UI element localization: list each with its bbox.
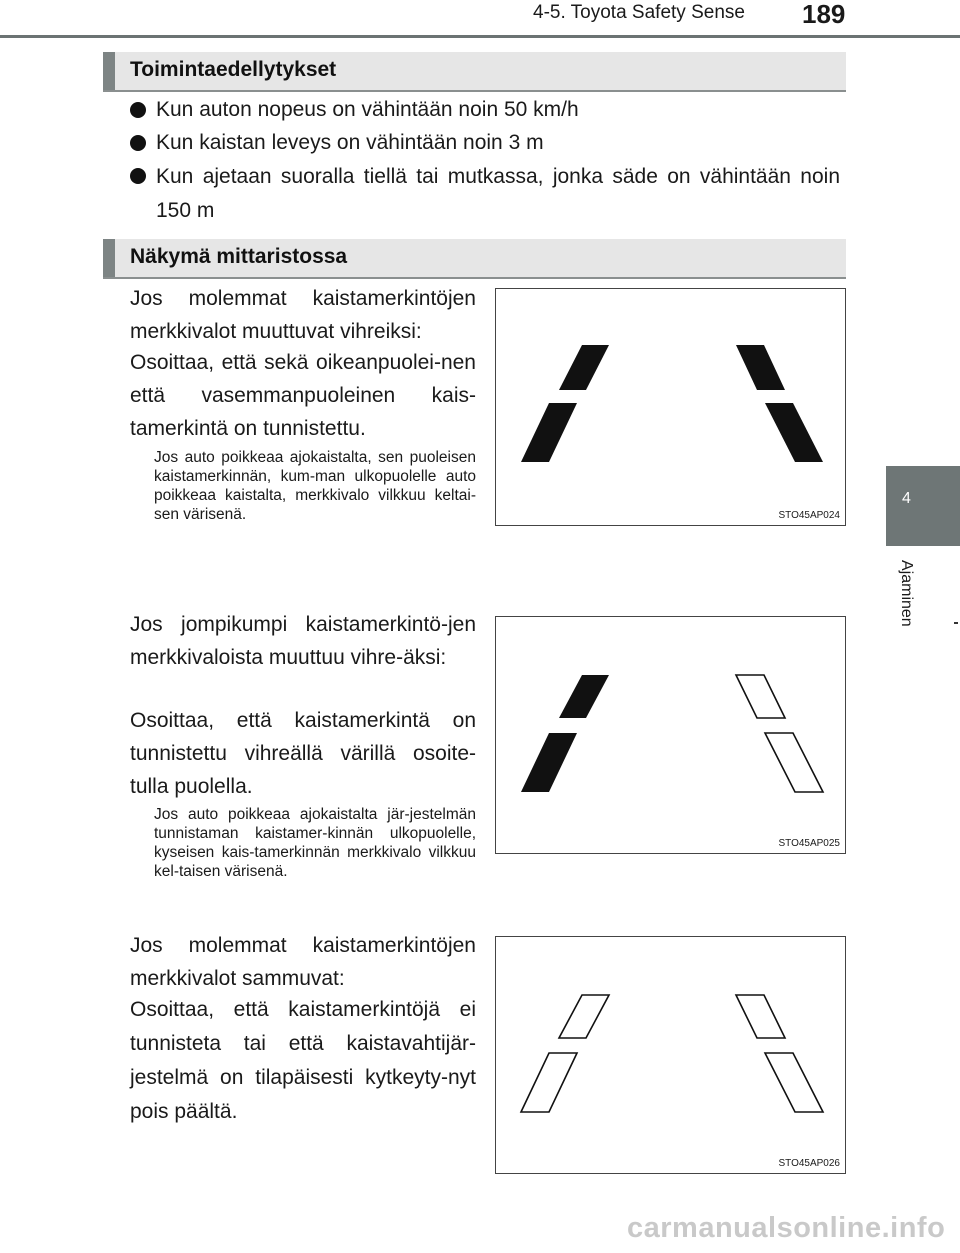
right-lane-marker-lower	[765, 403, 823, 462]
bullet-text: Kun auton nopeus on vähintään noin 50 km/h	[156, 98, 579, 121]
bullet-item	[130, 94, 840, 126]
lane-markers-illustration	[496, 289, 845, 525]
right-lane-marker-lower-outline	[765, 733, 823, 792]
left-lane-marker-lower	[521, 403, 577, 462]
bullet-item	[130, 160, 840, 228]
bullet-icon	[130, 102, 146, 118]
chapter-tick	[954, 622, 958, 624]
item-note: Jos auto poikkeaa ajokaistalta, sen puoleisen kaistamerkinnän, kum-man ulkopuolelle auto poikkeaa kaistalta, merkkivalo vilkkuu keltai-sen värisenä.	[154, 449, 476, 523]
left-lane-marker-upper	[559, 345, 609, 390]
item-description: Osoittaa, että kaistamerkintöjä ei tunnisteta tai että kaistavahtijär-jestelmä on tilapäisesti kytkeyty-nyt pois päältä.	[130, 998, 476, 1123]
item-note: Jos auto poikkeaa ajokaistalta jär-jestelmän tunnistaman kaistamer-kinnän ulkopuolelle, kyseisen kais-tamerkinnän merkkivalo vilkkuu kel-taisen värisenä.	[154, 806, 476, 880]
bullet-icon	[130, 135, 146, 151]
left-lane-marker-lower	[521, 733, 577, 792]
item-heading: Jos molemmat kaistamerkintöjen merkkivalot sammuvat:	[130, 934, 476, 990]
section-title-display: Näkymä mittaristossa	[130, 245, 348, 268]
bullet-text: Kun kaistan leveys on vähintään noin 3 m	[156, 131, 544, 154]
right-lane-marker-lower-outline	[765, 1053, 823, 1112]
figure-both-lanes-detected	[495, 288, 846, 526]
right-lane-marker-upper-outline	[736, 675, 785, 718]
figure-code: STO45AP024	[778, 510, 840, 521]
lane-markers-illustration	[496, 937, 845, 1173]
page-number: 189	[802, 0, 846, 29]
item-description: Osoittaa, että sekä oikeanpuolei-nen että vasemmanpuoleinen kais-tamerkintä on tunnistettu.	[130, 351, 476, 440]
right-lane-marker-upper-outline	[736, 995, 785, 1038]
right-lane-marker-upper	[736, 345, 785, 390]
figure-code: STO45AP025	[778, 838, 840, 849]
section-title-conditions: Toimintaedellytykset	[130, 58, 337, 81]
left-lane-marker-upper-outline	[559, 995, 609, 1038]
chapter-label: Ajaminen	[898, 560, 915, 627]
bullet-item	[130, 127, 840, 159]
chapter-tab	[886, 466, 960, 546]
left-lane-marker-upper	[559, 675, 609, 718]
section-bar-conditions	[103, 52, 846, 92]
header-section-title: 4-5. Toyota Safety Sense	[533, 2, 745, 23]
bullet-icon	[130, 168, 146, 184]
item-description: Osoittaa, että kaistamerkintä on tunnistettu vihreällä värillä osoite-tulla puolella.	[130, 709, 476, 798]
header-rule	[0, 35, 960, 38]
bullet-text: Kun ajetaan suoralla tiellä tai mutkassa, jonka säde on vähintään noin 150 m	[156, 165, 840, 222]
lane-markers-illustration	[496, 617, 845, 853]
left-lane-marker-lower-outline	[521, 1053, 577, 1112]
figure-code: STO45AP026	[778, 1158, 840, 1169]
item-heading: Jos jompikumpi kaistamerkintö-jen merkkivaloista muuttuu vihre-äksi:	[130, 613, 476, 669]
figure-one-lane-detected	[495, 616, 846, 854]
chapter-number: 4	[902, 490, 911, 507]
watermark: carmanualsonline.info	[627, 1212, 946, 1244]
section-accent	[103, 239, 115, 277]
item-heading: Jos molemmat kaistamerkintöjen merkkivalot muuttuvat vihreiksi:	[130, 287, 476, 343]
section-bar-display	[103, 239, 846, 279]
section-accent	[103, 52, 115, 90]
figure-no-lanes-detected	[495, 936, 846, 1174]
